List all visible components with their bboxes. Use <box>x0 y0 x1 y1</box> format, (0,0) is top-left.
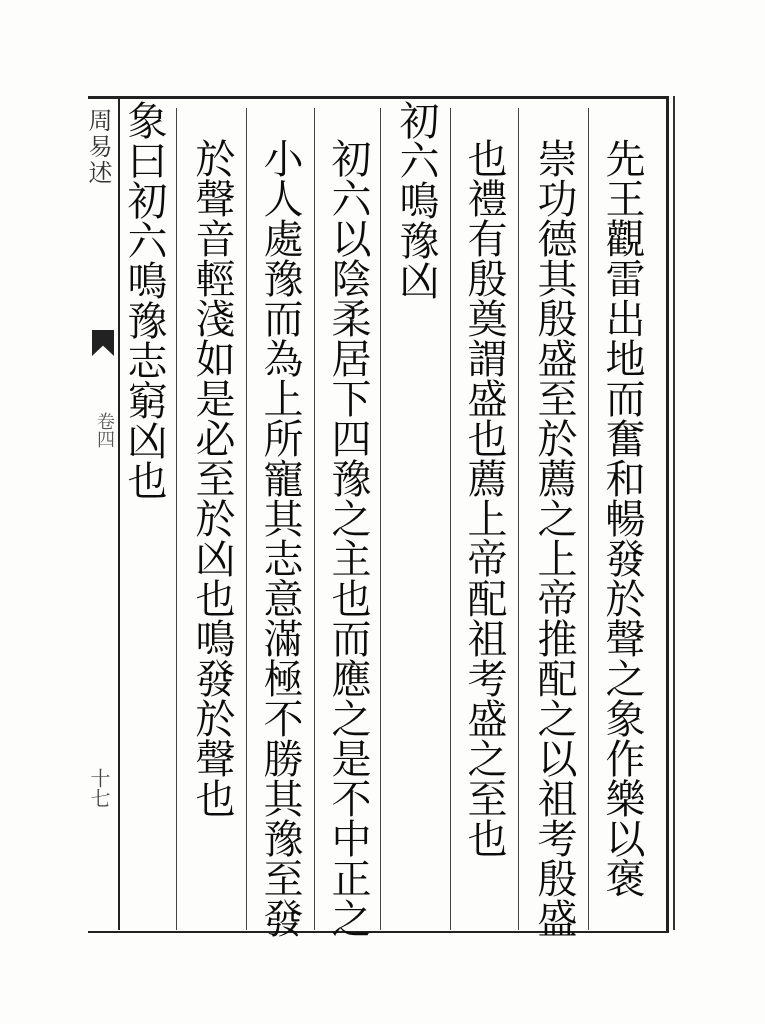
banxin-page-number: 十七 <box>87 768 111 808</box>
column-rule <box>518 108 519 930</box>
page-border-right <box>673 96 675 930</box>
text-column: 先王觀雷出地而奮和暢發於聲之象作樂以褒 <box>599 138 645 898</box>
text-column: 也禮有殷奠謂盛也薦上帝配祖考盛之至也 <box>461 138 507 858</box>
text-column: 象曰初六鳴豫志窮凶也 <box>121 100 167 500</box>
banxin-book-title: 周易述 <box>84 108 112 186</box>
banxin-volume: 卷四 <box>94 412 115 448</box>
column-rule <box>176 108 177 930</box>
text-column: 小人處豫而為上所寵其志意滿極不勝其豫至發 <box>257 138 303 938</box>
text-column: 初六以陰柔居下四豫之主也而應之是不中正之 <box>325 138 371 938</box>
column-rule <box>380 108 381 930</box>
text-column: 於聲音輕淺如是必至於凶也鳴發於聲也 <box>189 138 235 818</box>
column-rule <box>314 108 315 930</box>
column-rule <box>450 108 451 930</box>
text-column-heading: 初六鳴豫凶 <box>393 100 439 300</box>
column-rule <box>246 108 247 930</box>
text-column: 崇功德其殷盛至於薦之上帝推配之以祖考殷盛 <box>531 138 577 938</box>
column-rule <box>588 108 589 930</box>
